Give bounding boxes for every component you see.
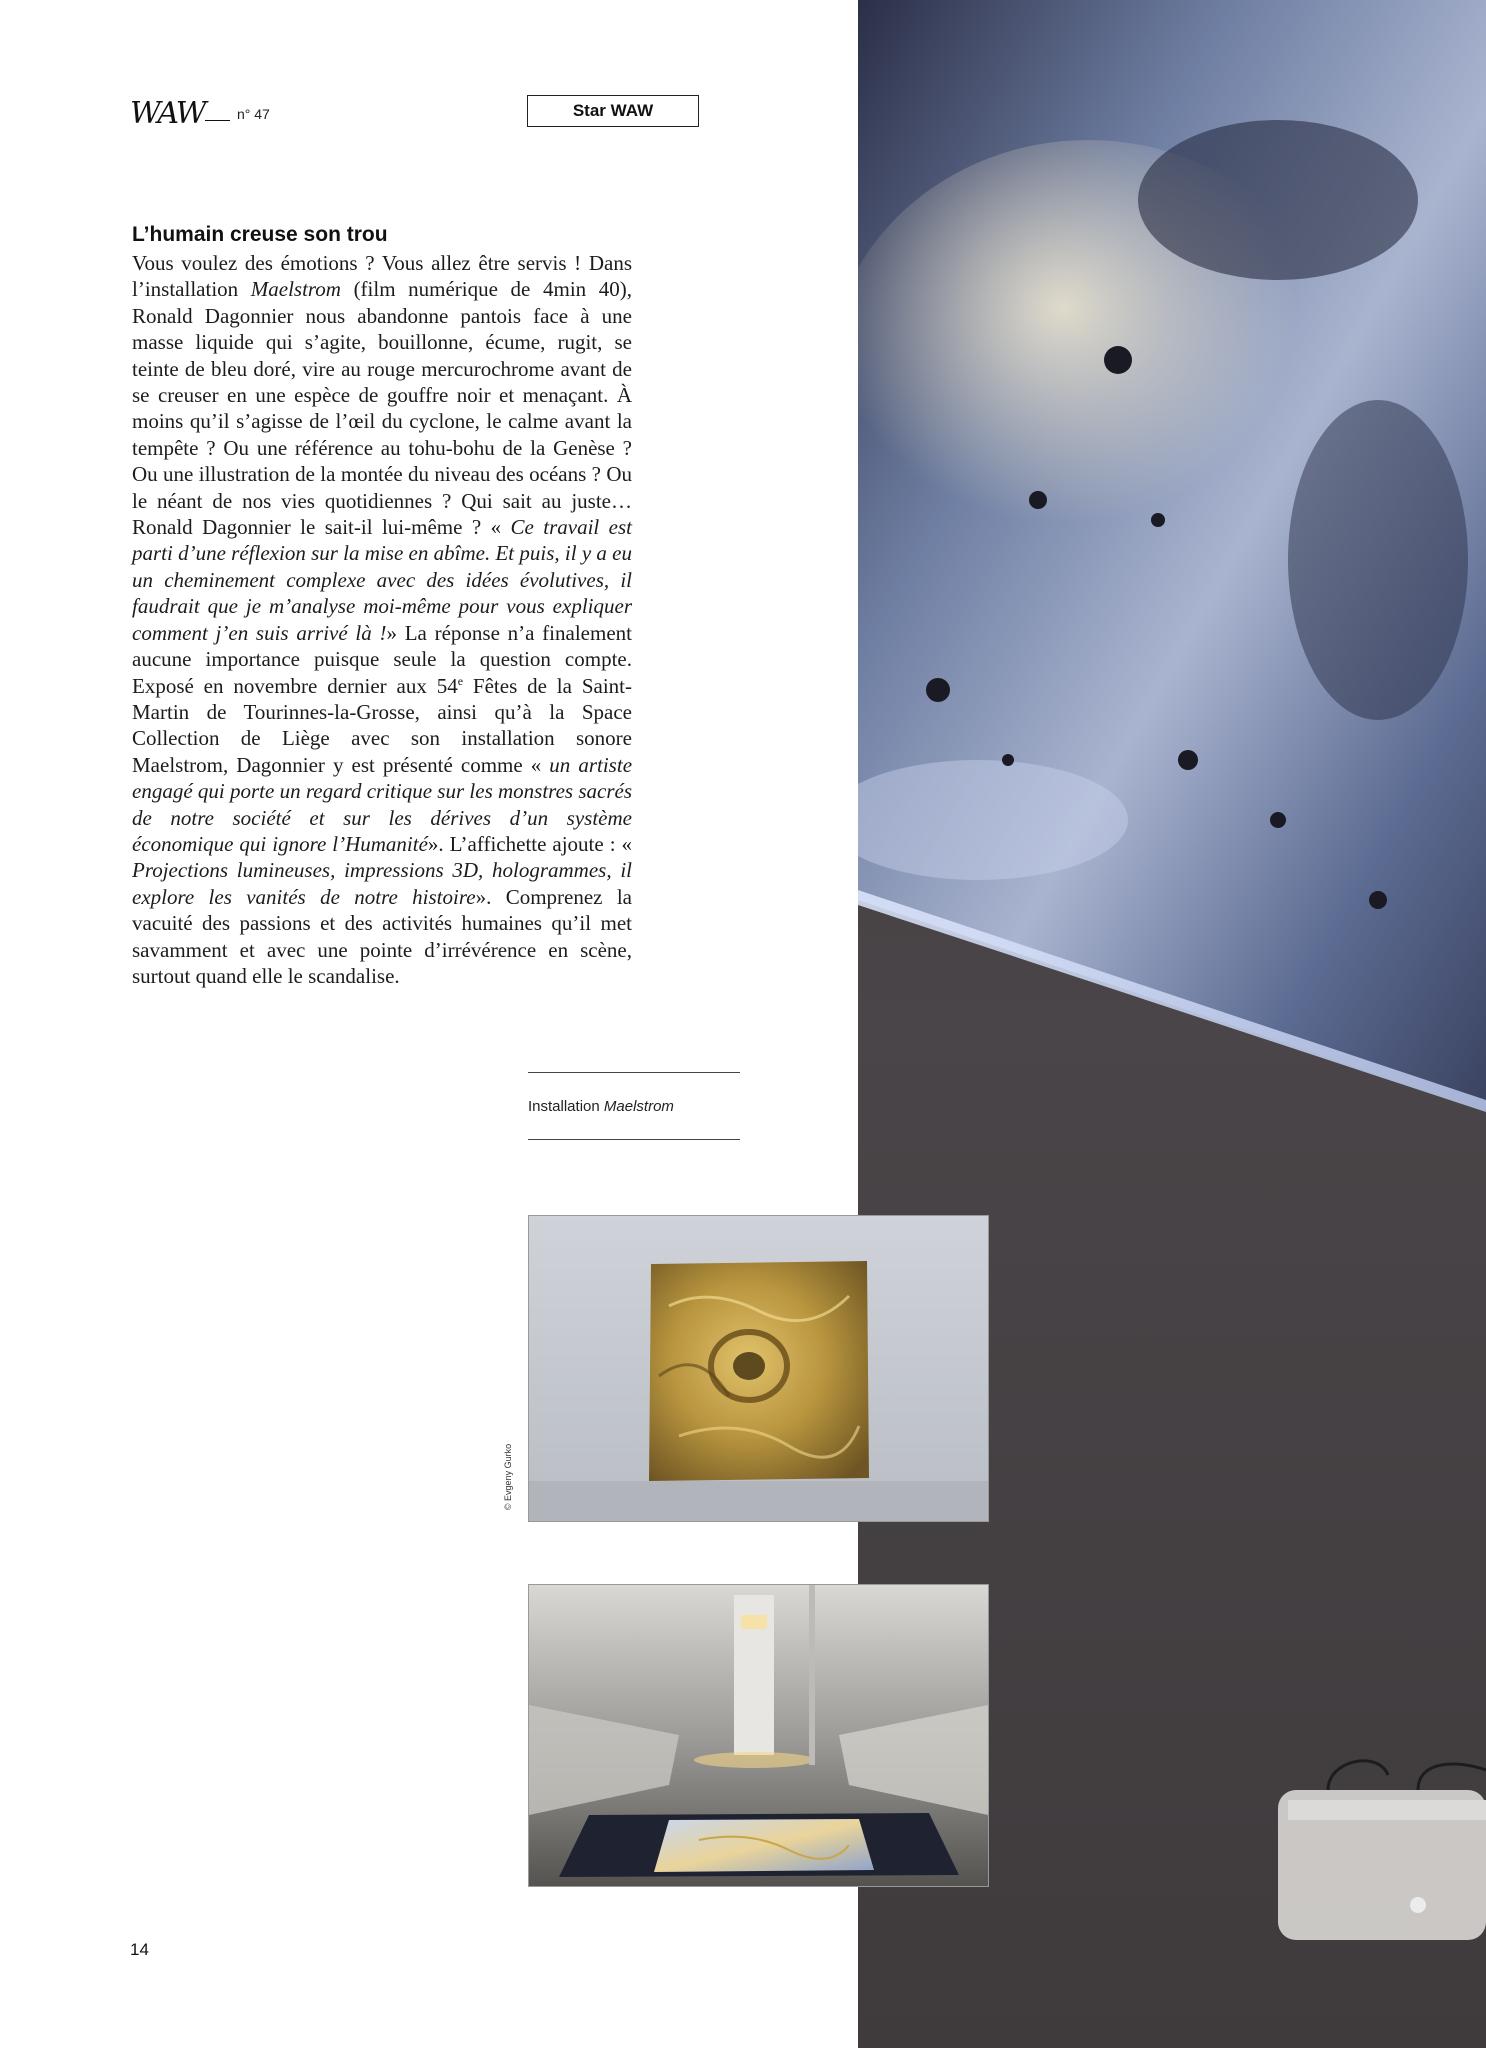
gold-relief-photo: [528, 1215, 989, 1522]
article-text-5: ». L’affichette ajoute : «: [427, 831, 632, 856]
presentation-quote: un artiste engagé qui porte un regard critique sur les monstres sacrés de notre société et sur les dérives d’un système économique qui ignore l’Humanité: [132, 752, 633, 856]
page-number: 14: [130, 1940, 149, 1959]
artist-quote: Ce travail est parti d’une réflexion sur la mise en abîme. Et puis, il y a eu un cheminement complexe avec des idées évolutives, il faudrait que je m’analyse moi-même pour vous expliquer comment j’en suis arrivé là !: [132, 515, 632, 645]
article-text-4: Fêtes de la Saint-Martin de Tourinnes-la-Grosse, ainsi qu’à la Space Collection de Liège avec son installation sonore Maelstrom, Dagonnier y est présenté comme «: [132, 673, 632, 777]
article-body: [132, 250, 632, 989]
photo-credit: © Evgeny Gurko: [503, 1443, 513, 1511]
caption-prefix: Installation: [528, 1098, 604, 1115]
caption-rule-top: [528, 1072, 740, 1073]
issue-number: n° 47: [237, 106, 270, 122]
caption-rule-bottom: [528, 1139, 740, 1140]
article-text-3: » La réponse n’a finalement aucune importance puisque seule la question compte. Exposé en novembre dernier aux 54: [132, 620, 632, 698]
article-text-6: ». Comprenez la vacuité des passions et des activités humaines qu’il met savamment et avec une pointe d’irrévérence en scène, surtout quand elle le scandalise.: [132, 884, 633, 988]
magazine-logo: WAW: [130, 96, 205, 131]
caption-title: Maelstrom: [603, 1098, 674, 1115]
logo-rule: [205, 120, 230, 121]
installation-room-photo: [528, 1584, 989, 1887]
article-text-2: (film numérique de 4min 40), Ronald Dagonnier nous abandonne pantois face à une masse liquide qui s’agite, bouillonne, écume, rugit, se teinte de bleu doré, vire au rouge mercurochrome avant de se creuser en une espèce de gouffre noir et menaçant. À moins qu’il s’agisse de l’œil du cyclone, le calme avant la tempête ? Ou une référence au tohu-bohu de la Genèse ? Ou une illustration de la montée du niveau des océans ? Ou le néant de nos vies quotidiennes ? Qui sait au juste… Ronald Dagonnier le sait-il lui-même ? «: [132, 277, 632, 540]
section-label: Star WAW: [527, 95, 699, 127]
photo-caption: [528, 1098, 674, 1115]
ordinal-suffix: e: [457, 673, 464, 688]
article-work-title: Maelstrom: [250, 277, 341, 302]
article-text-1: Vous voulez des émotions ? Vous allez être servis ! Dans l’installation: [132, 251, 632, 302]
poster-quote: Projections lumineuses, impressions 3D, hologrammes, il explore les vanités de notre histoire: [132, 858, 632, 909]
article-heading: L’humain creuse son trou: [132, 223, 388, 246]
